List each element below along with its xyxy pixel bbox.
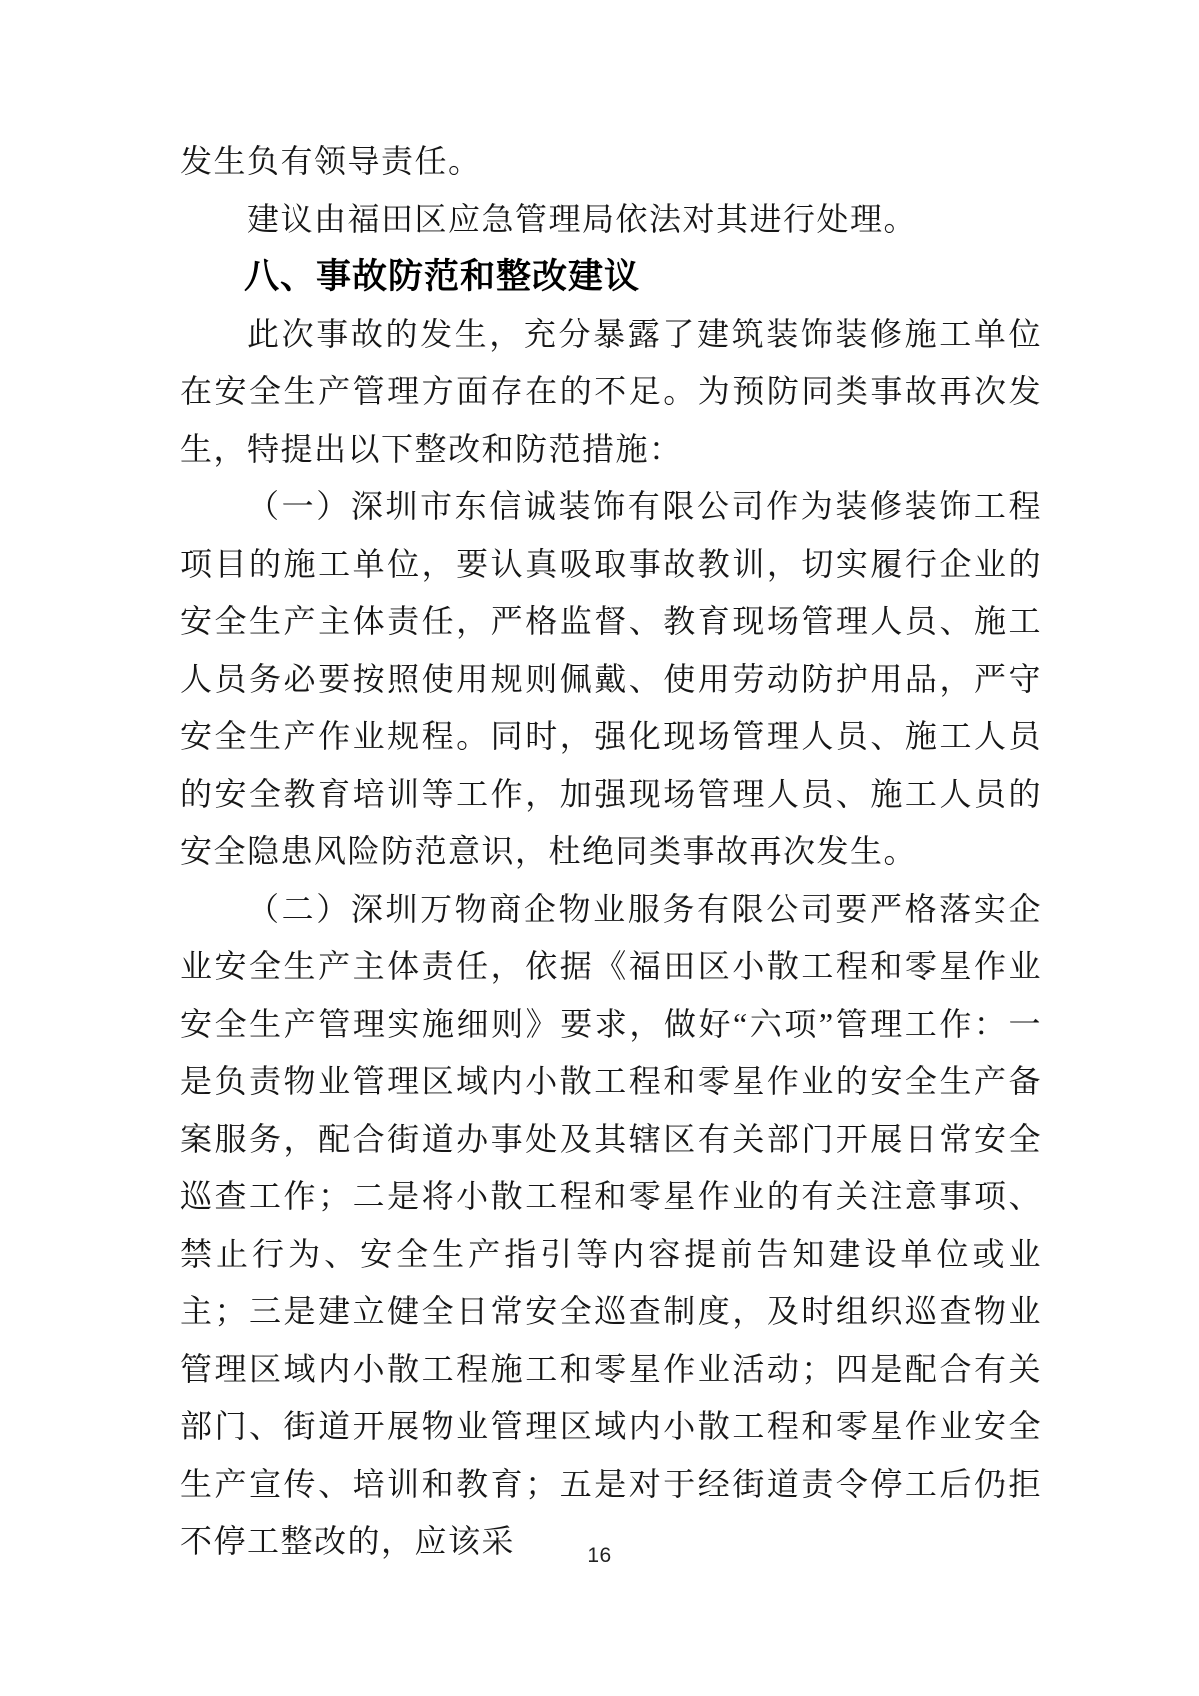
paragraph-intro: 此次事故的发生，充分暴露了建筑装饰装修施工单位在安全生产管理方面存在的不足。为预防同类事故再次发生，特提出以下整改和防范措施： xyxy=(180,315,1042,467)
document-body xyxy=(180,133,1042,1571)
paragraph-continuation: 发生负有领导责任。 xyxy=(180,143,482,179)
section-heading: 八、事故防范和整改建议 xyxy=(244,257,641,296)
page-footer xyxy=(0,1544,1199,1568)
paragraph-measure-1: （一）深圳市东信诚装饰有限公司作为装修装饰工程项目的施工单位，要认真吸取事故教训，切实履行企业的安全生产主体责任，严格监督、教育现场管理人员、施工人员务必要按照使用规则佩戴、使用劳动防护用品，严守安全生产作业规程。同时，强化现场管理人员、施工人员的安全教育培训等工作，加强现场管理人员、施工人员的安全隐患风险防范意识，杜绝同类事故再次发生。 xyxy=(180,488,1042,869)
paragraph-measure-2: （二）深圳万物商企物业服务有限公司要严格落实企业安全生产主体责任，依据《福田区小散工程和零星作业安全生产管理实施细则》要求，做好“六项”管理工作：一是负责物业管理区域内小散工程和零星作业的安全生产备案服务，配合街道办事处及其辖区有关部门开展日常安全巡查工作；二是将小散工程和零星作业的有关注意事项、禁止行为、安全生产指引等内容提前告知建设单位或业主；三是建立健全日常安全巡查制度，及时组织巡查物业管理区域内小散工程施工和零星作业活动；四是配合有关部门、街道开展物业管理区域内小散工程和零星作业安全生产宣传、培训和教育；五是对于经街道责令停工后仍拒不停工整改的，应该采 xyxy=(180,890,1042,1559)
page-number: 16 xyxy=(587,1544,612,1567)
paragraph-recommendation: 建议由福田区应急管理局依法对其进行处理。 xyxy=(247,200,918,237)
